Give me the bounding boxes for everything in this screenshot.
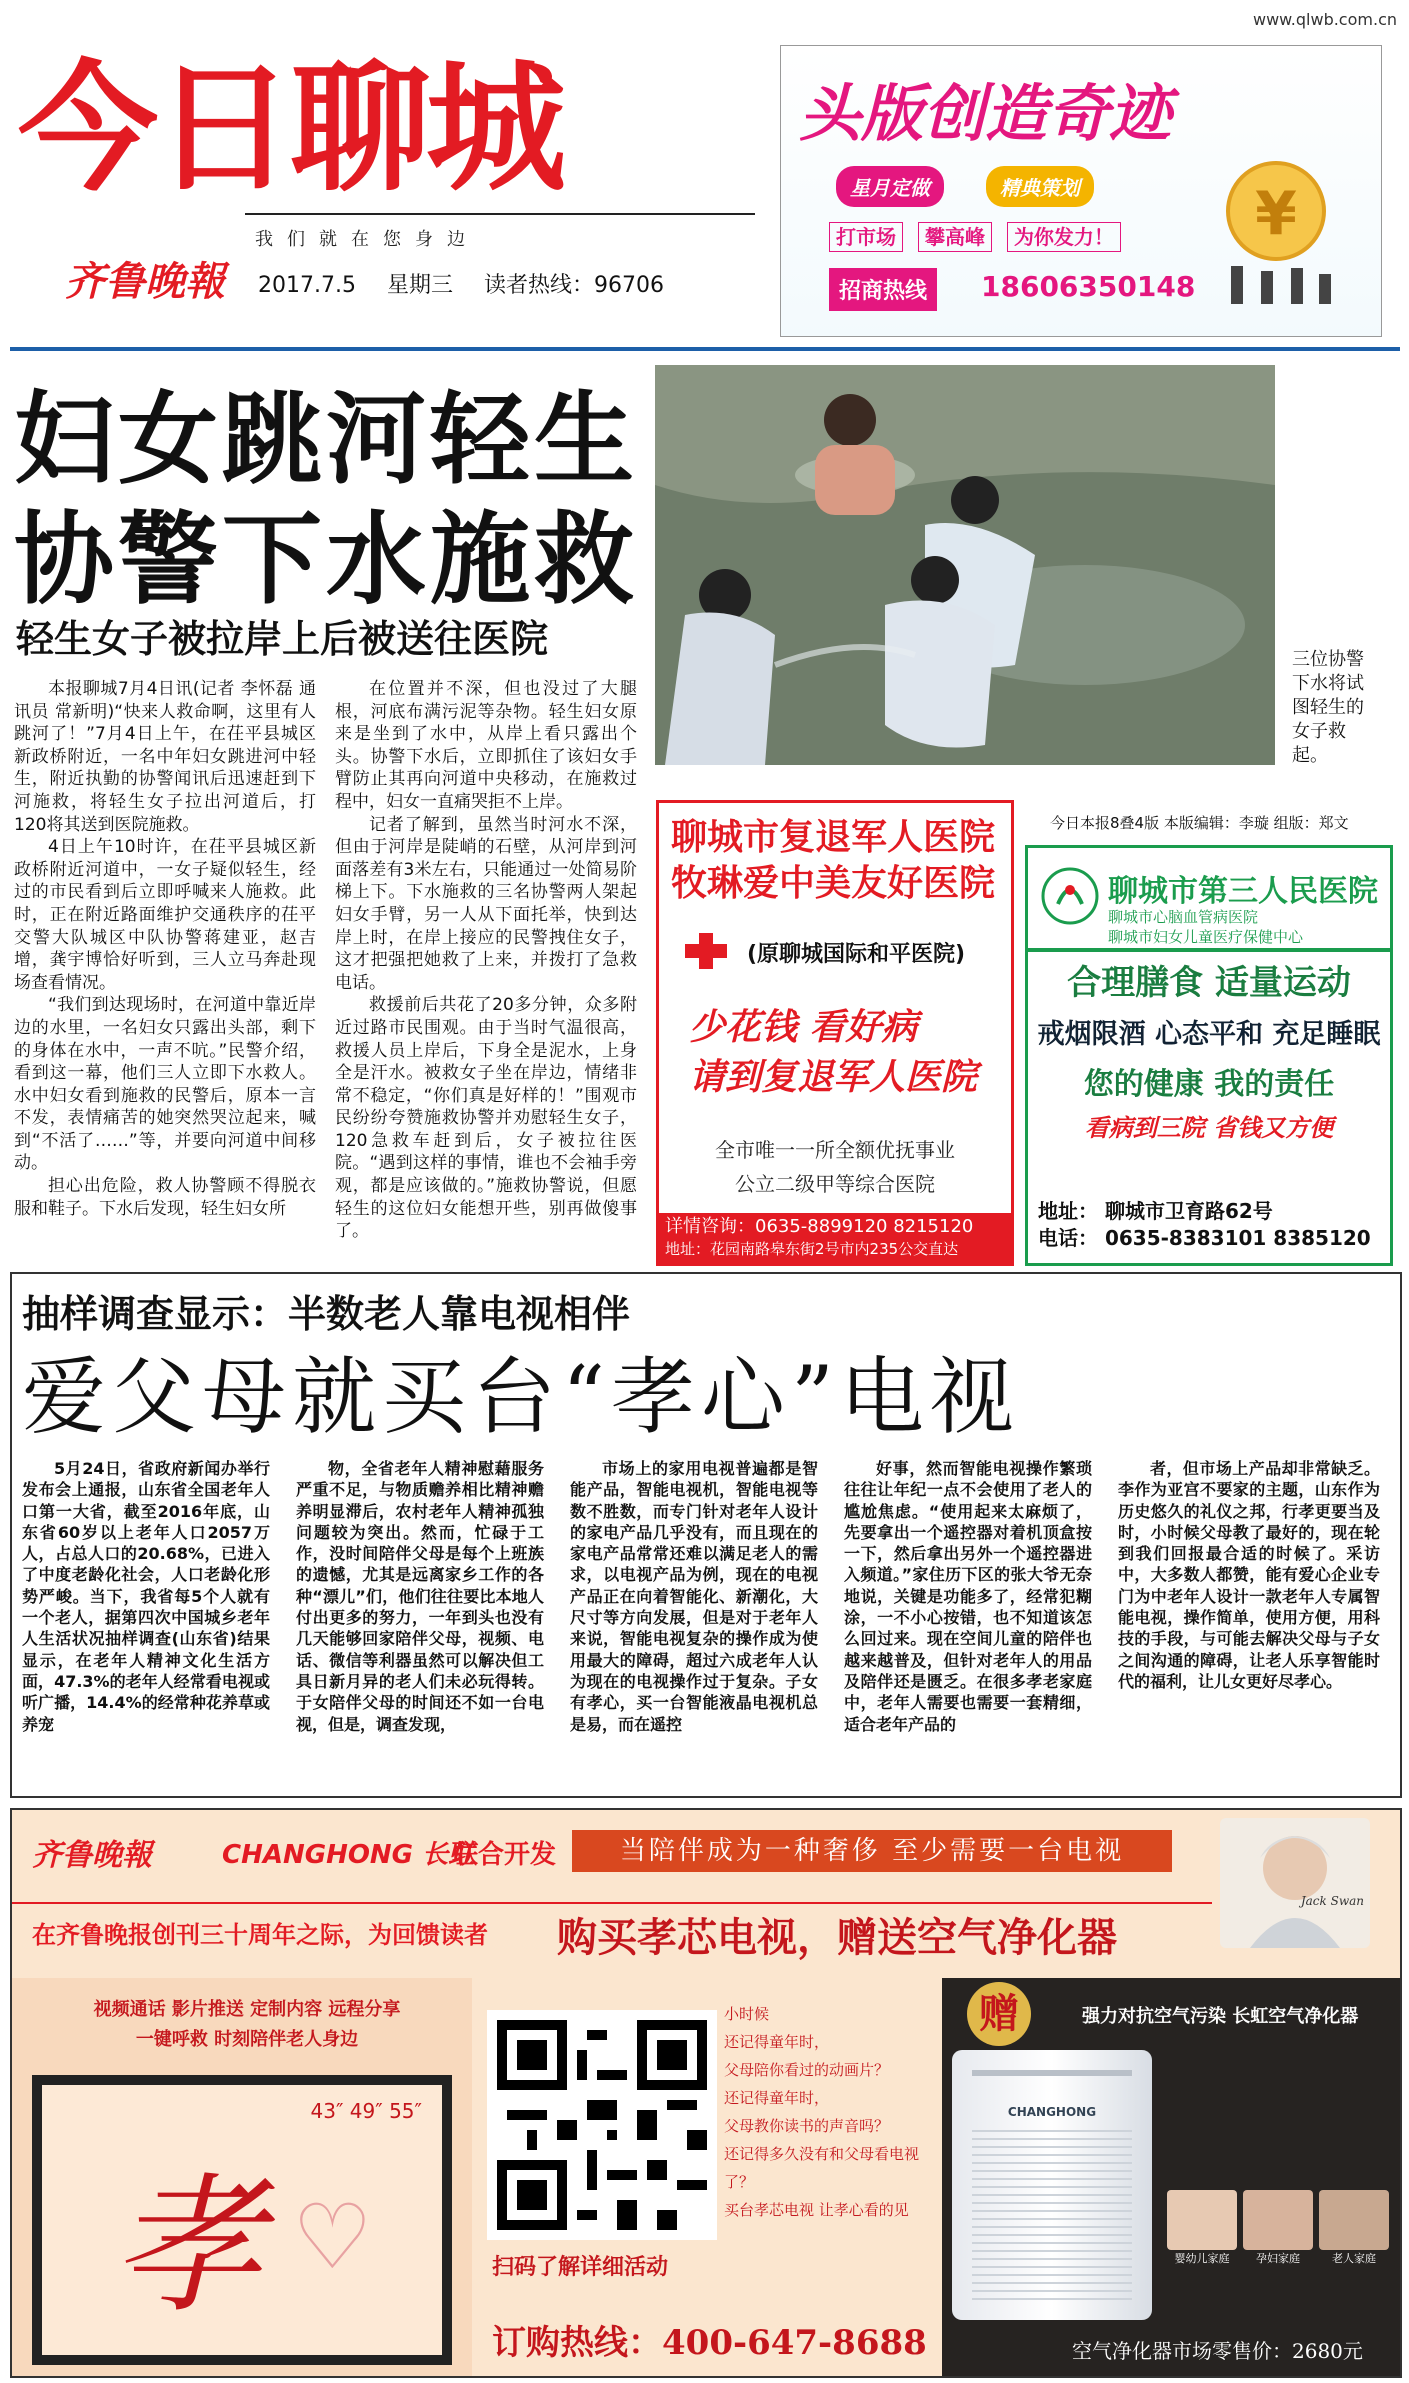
third-hospital-slogan-4: 看病到三院 省钱又方便: [1084, 1114, 1334, 1142]
third-hospital-slogan-1: 合理膳食 适量运动: [1067, 963, 1351, 1003]
lead-subhead: 轻生女子被拉岸上后被送往医院: [16, 617, 549, 661]
page-info: 今日本报8叠4版 本版编辑：李璇 组版：郑文: [1050, 814, 1349, 832]
lead-headline-line-1: 妇女跳河轻生: [14, 381, 638, 498]
newspaper-brand: 齐鲁晚報: [65, 258, 225, 305]
poem-line: 还记得多久没有和父母看电视了？: [724, 2145, 920, 2191]
spokesperson-portrait: [1220, 1818, 1370, 1948]
third-hospital-slogan-3: 您的健康 我的责任: [1083, 1067, 1335, 1102]
rescue-photo-illustration: [655, 365, 1275, 765]
top-ad-checks: [829, 221, 1129, 250]
icon-label: 老人家庭: [1332, 2252, 1376, 2265]
lead-paragraph: 在位置并不深，但也没过了大腿根，河底布满污泥等杂物。轻生妇女原来是坐到了水中，从岸上看只露出个头。协警下水后，立即抓住了该妇女手臂防止其再向河道中央移动，在施救过程中，妇女一直痛哭拒不上岸。: [335, 679, 637, 812]
top-ad-pill-2: 精典策划: [986, 166, 1094, 207]
section2-paragraph: 市场上的家用电视普遍都是智能产品，智能电视机，智能电视等数不胜数，而专门针对老年人设计的家电产品几乎没有，而且现在的家电产品常常还难以满足老人的需求，以电视产品为例，现在的电视产品正在向着智能化、新潮化，大尺寸等方向发展，但是对于老年人来说，智能电视复杂的操作成为使用最大的障碍，超过六成老年人认为现在的电视操作过于复杂。子女有孝心，买一台智能液晶电视机总是易，而在遥控: [570, 1459, 818, 1734]
svg-text:¥: ¥: [1255, 179, 1297, 249]
veterans-hospital-former-name: (原聊城国际和平医院): [747, 942, 966, 967]
infant-family-icon: [1167, 2190, 1237, 2266]
top-ad-title-a: 头版: [799, 77, 924, 150]
third-hospital-slogan-2: 戒烟限酒 心态平和 充足睡眠: [1037, 1019, 1381, 1050]
top-ad-check-3: 为你发力！: [1007, 222, 1121, 252]
masthead-slogan: 我们就在您身边: [255, 229, 479, 250]
photo-caption: 三位协警下水将试图轻生的女子救起。: [1292, 649, 1364, 766]
purifier-brand: CHANGHONG: [1007, 2105, 1097, 2119]
section2-paragraph: 者，但市场上产品却非常缺乏。李作为亚宫不要家的主题，山东作为历史悠久的礼仪之邦，行孝更要当及时，小时候父母教了最好的，现在轮到我们回报最合适的时候了。采访中，大多数人都赞，能有爱心企业专门为中老年人设计一款老年人专属智能电视，操作简单，使用方便，用科技的手段，与可能去解决父母与子女之间沟通的障碍，让老人乐享智能时代的福利，让儿女更好尽孝心。: [1118, 1459, 1380, 1691]
section2-kicker: 抽样调查显示：半数老人靠电视相伴: [22, 1292, 631, 1336]
lead-paragraph: 担心出危险，救人协警顾不得脱衣服和鞋子。下水后发现，轻生妇女所: [14, 1176, 316, 1219]
hospital-cross-icon: [677, 931, 737, 971]
third-hospital-phone: 电话： 0635-8383101 8385120: [1038, 1226, 1371, 1250]
section2-column-5: [1118, 1458, 1380, 1788]
tv-product-illustration: [32, 2075, 452, 2365]
tv-filial-char: 孝: [112, 2160, 263, 2334]
veterans-hospital-ad: [656, 800, 1014, 1266]
poem-line: 还记得童年时，: [724, 2089, 830, 2107]
qr-code[interactable]: [487, 2010, 717, 2240]
top-ad-check-1: 打市场: [829, 222, 903, 252]
top-ad-title: [799, 64, 1171, 153]
veterans-hospital-slogan-1: 少花钱 看好病: [689, 1007, 918, 1048]
masthead-rule: [245, 213, 755, 215]
veterans-hospital-name-1: 聊城市复退军人医院: [671, 817, 996, 858]
poem-line: 父母陪你看过的动画片？: [724, 2061, 890, 2079]
icon-label: 孕妇家庭: [1256, 2252, 1300, 2265]
dateline: [258, 268, 664, 299]
icon-label: 婴幼儿家庭: [1174, 2252, 1230, 2265]
third-hospital-sub-1: 聊城市心脑血管病医院: [1108, 908, 1259, 926]
hospital-logo-icon: [1040, 866, 1100, 926]
masthead-title: 今日聊城: [18, 48, 563, 211]
purifier-title: 强力对抗空气污染 长虹空气净化器: [1082, 2006, 1359, 2027]
section2-headline: 爱父母就买台“孝心”电视: [22, 1348, 1020, 1446]
poem-line: 还记得童年时，: [724, 2033, 830, 2051]
top-ad-pill-1: 星月定做: [836, 166, 944, 207]
poem-line: 父母教你读书的声音吗？: [724, 2117, 890, 2135]
veterans-hospital-contact: 详情咨询：0635-8899120 8215120: [665, 1216, 974, 1237]
gift-badge: 赠: [967, 1982, 1031, 2046]
top-ad-phone: 18606350148: [981, 270, 1196, 303]
purifier-price: 空气净化器市场零售价：2680元: [1072, 2339, 1363, 2363]
top-advertisement: [780, 45, 1382, 337]
ad-cooperation: 联合开发: [452, 1840, 557, 1870]
lead-column-1: [14, 678, 316, 1258]
top-ad-hotline-label: 招商热线: [829, 268, 937, 311]
section2-column-4: [844, 1458, 1092, 1788]
lead-headline: [14, 380, 638, 620]
purifier-usage-icons: [1167, 2190, 1389, 2266]
third-hospital-ad: [1025, 845, 1393, 1266]
lead-paragraph: 本报聊城7月4日讯(记者 李怀磊 通讯员 常新明)“快来人救命啊，这里有人跳河了！”7月4日上午，在茌平县城区新政桥附近，一名中年妇女跳进河中轻生，附近执勤的协警闻讯后迅速赶到下河施救，将轻生女子拉出河道后，打120将其送到医院施救。: [14, 679, 316, 835]
heart-icon: ♡: [292, 2185, 373, 2290]
header-divider: [10, 347, 1400, 351]
pregnant-family-icon: [1243, 2190, 1313, 2266]
section2-column-1: [22, 1458, 270, 1788]
issue-date: 2017.7.5: [258, 273, 356, 298]
section2-column-2: [296, 1458, 544, 1788]
ad-features-1: 视频通话 影片推送 定制内容 远程分享: [93, 1999, 401, 2020]
lead-paragraph: 救援前后共花了20多分钟，众多附近过路市民围观。由于当时气温很高，救援人员上岸后，下身全是泥水，上身全是汗水。被救女子坐在岸边，情绪非常不稳定，“你们真是好样的！”围观市民纷纷夸赞施救协警并劝慰轻生女子，120急救车赶到后，女子被拉往医院。“遇到这样的事情，谁也不会袖手旁观，都是应该做的。”施救协警说，但愿轻生的这位妇女能想开些，别再做傻事了。: [335, 995, 637, 1242]
veterans-hospital-line-1: 全市唯一一所全额优抚事业: [715, 1138, 955, 1162]
veterans-hospital-slogan-2: 请到复退军人医院: [689, 1057, 978, 1098]
issue-weekday: 星期三: [386, 273, 453, 298]
third-hospital-address: 地址： 聊城市卫育路62号: [1038, 1199, 1273, 1223]
veterans-hospital-address: 地址：花园南路皋东街2号市内235公交直达: [665, 1240, 959, 1258]
ad-brand-qilu: 齐鲁晚報: [32, 1838, 152, 1873]
reader-hotline: 读者热线：96706: [483, 273, 664, 298]
lead-paragraph: “我们到达现场时，在河道中靠近岸边的水里，一名妇女只露出头部，剩下的身体在水中，一声不吭。”民警介绍，看到这一幕，他们三人立即下水救人。水中妇女看到施救的民警后，原本一言不发，表情痛苦的她突然哭泣起来，喊到“不活了……”等，并要向河道中间移动。: [14, 995, 316, 1174]
veterans-hospital-name-2: 牧琳爱中美友好医院: [671, 863, 996, 904]
ad-features-2: 一键呼救 时刻陪伴老人身边: [135, 2029, 359, 2050]
site-url: www.qlwb.com.cn: [1253, 10, 1397, 29]
poem-line: 小时候: [724, 2005, 770, 2023]
changhong-tv-ad: [10, 1808, 1402, 2378]
section2-paragraph: 好事，然而智能电视操作繁琐往往让年纪一点不会使用了老人的尴尬焦虑。“使用起来太麻烦了，先要拿出一个遥控器对着机顶盒按一下，然后拿出另外一个遥控器进入频道。”家住历下区的张大爷无奈地说，关键是功能多了，经常犯糊涂，一不小心按错，也不知道该怎么回过来。现在空间儿童的陪伴也越来越普及，但针对老年人的用品及陪伴还是匮乏。在很多孝老家庭中，老年人需要也需要一套精细，适合老年产品的: [844, 1459, 1092, 1734]
ad-banner: 当陪伴成为一种奢侈 至少需要一台电视: [572, 1830, 1172, 1872]
section2-paragraph: 5月24日，省政府新闻办举行发布会上通报，山东省全国老年人口第一大省，截至2016年底，山东省60岁以上老年人口2057万人，占总人口的20.68%，已进入了中度老龄化社会，人口老龄化形势严峻。当下，我省每5个人就有一个老人，据第四次中国城乡老年人生活状况抽样调查(山东省)结果显示，在老年人精神文化生活方面，47.3%的老年人经常看电视或听广播，14.4%的经常种花养草或养宠: [22, 1459, 270, 1734]
lead-column-2: [335, 678, 637, 1258]
order-hotline: 订购热线：400-647-8688: [492, 2323, 927, 2363]
section2-column-3: [570, 1458, 818, 1788]
qr-label: 扫码了解详细活动: [492, 2254, 669, 2280]
elderly-family-icon: [1319, 2190, 1389, 2266]
yen-coin-icon: [1211, 156, 1341, 306]
top-ad-check-2: 攀高峰: [918, 222, 992, 252]
veterans-hospital-line-2: 公立二级甲等综合医院: [735, 1172, 935, 1196]
section2-paragraph: 物，全省老年人精神慰藉服务严重不足，与物质赡养相比精神赡养明显滞后，农村老年人精神孤独问题较为突出。然而，忙碌于工作，没时间陪伴父母是每个上班族的遗憾，尤其是远离家乡工作的各种“漂儿”们，他们往往要比本地人付出更多的努力，一年到头也没有几天能够回家陪伴父母，视频、电话、微信等利器虽然可以解决但工具日新月异的老人们未必玩得转。于女陪伴父母的时间还不如一台电视，但是，调查发现，: [296, 1459, 544, 1734]
air-purifier-illustration: [952, 2050, 1152, 2320]
lead-paragraph: 记者了解到，虽然当时河水不深，但由于河岸是陡峭的石壁，从河岸到河面落差有3米左右，只能通过一处简易阶梯上下。下水施救的三名协警两人架起妇女手臂，另一人从下面托举，快到达岸上时，在岸上接应的民警拽住女子，这才把强把她救了上来，并拨打了急救电话。: [335, 814, 637, 993]
tv-sizes: 43″ 49″ 55″: [310, 2099, 422, 2123]
ad-poem: [724, 2000, 939, 2224]
third-hospital-sub-2: 聊城市妇女儿童医疗保健中心: [1108, 928, 1304, 946]
ad-brand-changhong: CHANGHONG 长虹: [222, 1840, 475, 1870]
rescue-photo: [655, 365, 1275, 765]
third-hospital-name: 聊城市第三人民医院: [1108, 874, 1378, 909]
ad-promo-a: 在齐鲁晚报创刊三十周年之际，为回馈读者: [32, 1920, 488, 1949]
ad-promo-b: 购买孝芯电视，赠送空气净化器: [557, 1914, 1117, 1961]
lead-headline-line-2: 协警下水施救: [14, 501, 638, 618]
spokesperson-signature: Jack Swan: [1300, 1894, 1364, 1908]
lead-paragraph: 4日上午10时许，在茌平县城区新政桥附近河道中，一女子疑似轻生，经过的市民看到后立即呼喊来人施救。此时，正在附近路面维护交通秩序的茌平交警大队城区中队协警蒋建亚，赵吉增，龚宇博恰好听到，三人立马奔赴现场查看情况。: [14, 837, 316, 993]
poem-line: 买台孝芯电视 让孝心看的见: [724, 2201, 909, 2219]
top-ad-title-b: 创造奇迹: [923, 77, 1172, 150]
